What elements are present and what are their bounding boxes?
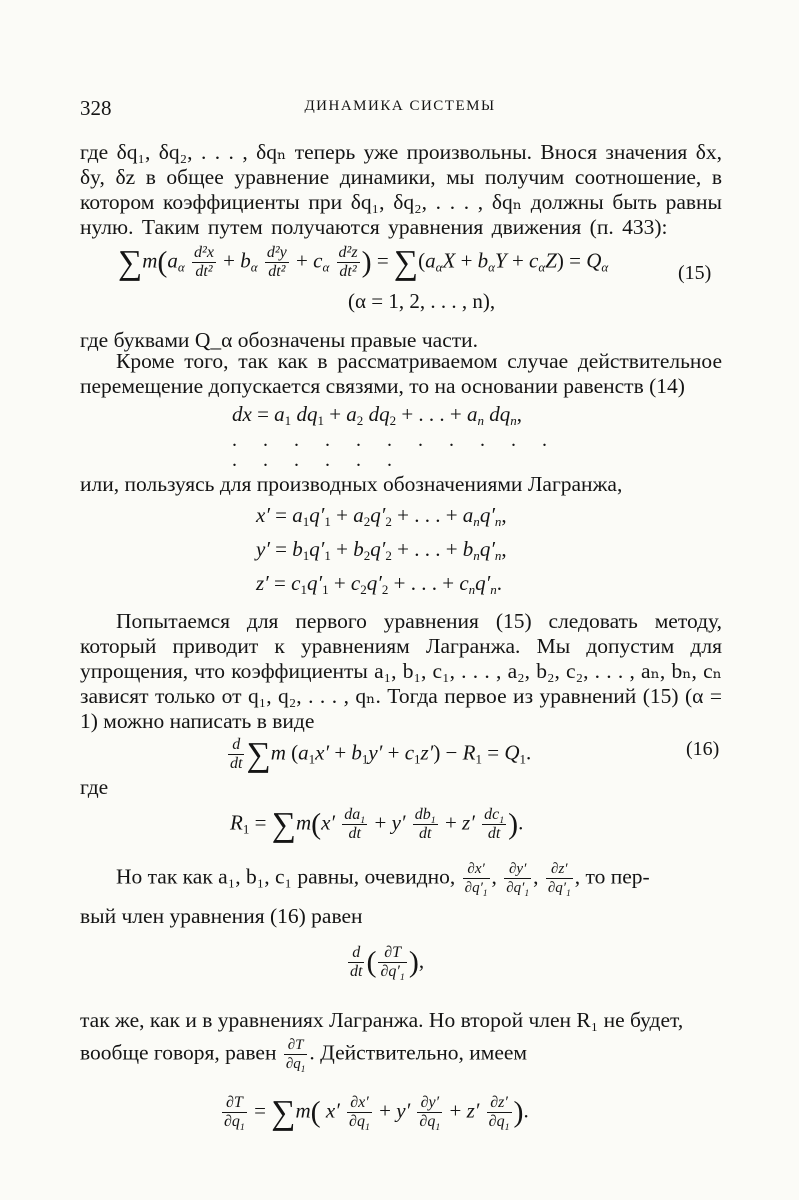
equation-R1: $R_1 = \sum m(x'$ $\frac{da_1}{dt}$ + y′ $\frac{db_1}{dt}$ + z′ $\frac{dc_1}{dt}$ ). [230,806,524,844]
equation-dT-dq1: $\frac{\partial T}{\partial q_1}$ = ∑m( x′ $\frac{\partial x'}{\partial q_1}$ + y′ $\frac{\partial y'}{\partial q_1}$ + z′ $\frac{\partial z'}{\partial q_1}$ ). [224,1094,529,1133]
equation-dx: dx = $a_1$ $dq_1 + a_2$ $dq_2$ + . . . + $a_n$ $dq_n$, [232,402,523,428]
paragraph-7-line-2: вообще говоря, равен $\frac{\partial T}{\partial q_1}$ . Действительно, имеем [80,1037,528,1075]
paragraph-6-start: Но так как a₁, b₁, c₁ равны, очевидно, [116,864,456,889]
paragraph-6-end: то пер- [585,864,650,889]
paragraph-7-line-2a: вообще говоря, равен [80,1040,277,1065]
paragraph-1 [80,140,722,240]
equation-15: $\sum m(a_\alpha$ $\frac{\text{d²x}}{\text{dt²}}$ + $b_\alpha$ $\frac{\text{d²y}}{\text{dt²}}$ + $c_\alpha$ $\frac{\text{d²z}}{\text{dt²}}$ ) = $\sum(a_\alpha X + b_\alpha Y + c_\alpha Z) = Q_\alpha$ [118,244,609,282]
paragraph-7-line-2b: . Действительно, имеем [309,1040,528,1065]
equation-15-condition: (α = 1, 2, . . . , n), [348,289,496,313]
paragraph-6-line-2: вый член уравнения (16) равен [80,904,363,928]
page-number: 328 [80,96,112,120]
page-header [80,96,720,124]
paragraph-3: Кроме того, так как в рассматриваемом случае действительное перемещение допускается связями, то на основании равенств (14) [80,349,722,398]
dotted-line: . . . . . . . . . . . . . . . . . [232,429,558,471]
paragraph-5: Попытаемся для первого уравнения (15) следовать методу, который приводит к уравнениям Лагранжа. Мы допустим для упрощения, что коэффициенты a₁, b₁, c₁, . . . , a₂, b₂, c₂, . . . , aₙ, bₙ, cₙ зависят только от q₁, q₂, . . . , qₙ. Тогда первое из уравнений (15) (α = 1) можно написать в виде [80,609,722,733]
equation-y-prime: $y' = b_1q'_1 + b_2q'_2$ + . . . + $b_nq'_n$, [256,537,507,563]
paragraph-4: или, пользуясь для производных обозначениями Лагранжа, [80,472,623,496]
running-head: ДИНАМИКА СИСТЕМЫ [304,98,496,114]
paragraph-6: Но так как a₁, b₁, c₁ равны, очевидно, $\frac{\partial x'}{\partial q'_1}$ , $\frac{\partial y'}{\partial q'_1}$ , $\frac{\partial z'}{\partial q'_1}$ , то пер- [116,861,650,899]
equation-x-prime: $x' = a_1q'_1 + a_2q'_2$ + . . . + $a_nq'_n$, [256,503,507,529]
paragraph-2: где буквами Q_α обозначены правые части. [80,328,479,352]
paragraph-1-text: где δq₁, δq₂, . . . , δqₙ теперь уже произвольны. Внося значения δx, δy, δz в общее уравнение динамики, мы получим соотношение, в котором коэффициенты при δq₁, δq₂, . . . , δqₙ должны быть равны нулю. Таким путем получаются уравнения движения (п. 433): [80,140,722,239]
equation-dT-dt: $\frac{d}{dt}$ ( $\frac{\partial T}{\partial q'_1}$ ), [350,944,425,983]
paragraph-7-line-1: так же, как и в уравнениях Лагранжа. Но второй член R₁ не будет, [80,1008,684,1032]
where-label: где [80,775,109,799]
equation-z-prime: $z' = c_1q'_1 + c_2q'_2$ + . . . + $c_nq'_n$. [256,571,503,597]
equation-15-number: (15) [678,262,712,284]
equation-16: $\frac{d}{dt}$ ∑m $(a_1x' + b_1y' + c_1z') - R_1 = Q_1$. [230,736,532,774]
equation-16-number: (16) [686,738,720,760]
